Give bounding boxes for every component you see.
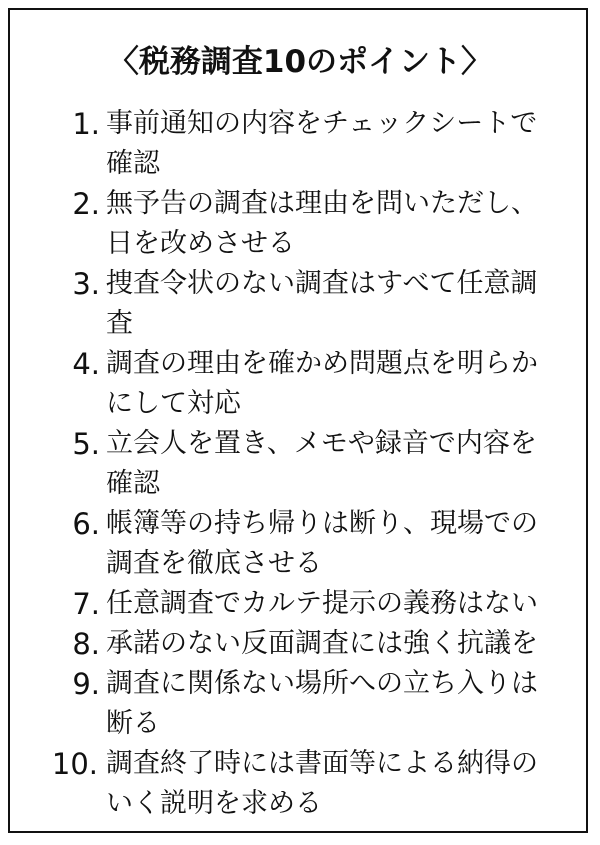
- item-text-line: 調査に関係ない場所への立ち入りは: [106, 668, 538, 699]
- item-number: 2.: [72, 187, 100, 221]
- document-title: 〈税務調査10のポイント〉: [107, 44, 493, 80]
- item-number: 4.: [72, 347, 100, 381]
- item-text-line: 承諾のない反面調査には強く抗議を: [106, 628, 538, 659]
- item-number: 8.: [72, 627, 100, 661]
- list-item: [10, 104, 590, 184]
- item-text-line: 調査の理由を確かめ問題点を明らか: [106, 348, 538, 379]
- item-text-line: 無予告の調査は理由を問いただし、: [106, 188, 538, 219]
- item-text-line: 確認: [106, 148, 160, 179]
- item-text: [106, 104, 566, 184]
- list-item: [10, 504, 590, 584]
- list-item: [10, 184, 590, 264]
- item-text: [106, 504, 566, 584]
- item-number: 9.: [72, 667, 100, 701]
- item-text: [106, 664, 566, 744]
- list-item: [10, 744, 590, 824]
- item-text: [106, 424, 566, 504]
- list-item: [10, 624, 590, 664]
- item-text-line: 調査終了時には書面等による納得の: [106, 748, 538, 779]
- item-number: 1.: [72, 107, 100, 141]
- item-number: 7.: [72, 587, 100, 621]
- item-number: 6.: [72, 507, 100, 541]
- item-text-line: 断る: [106, 708, 160, 739]
- item-text-line: にして対応: [106, 388, 241, 419]
- item-text-line: 捜査令状のない調査はすべて任意調: [106, 268, 538, 299]
- list-item: [10, 344, 590, 424]
- points-list: [10, 104, 590, 824]
- item-number: 3.: [72, 267, 100, 301]
- list-item: [10, 264, 590, 344]
- document-frame: [8, 8, 588, 833]
- item-text-line: 日を改めさせる: [106, 228, 295, 259]
- item-text-line: 任意調査でカルテ提示の義務はない: [106, 588, 538, 619]
- item-text-line: 事前通知の内容をチェックシートで: [106, 108, 538, 139]
- item-text: [106, 624, 566, 664]
- item-text: [106, 744, 566, 824]
- item-text-line: 帳簿等の持ち帰りは断り、現場での: [106, 508, 538, 539]
- item-text: [106, 344, 566, 424]
- item-text: [106, 184, 566, 264]
- item-text-line: 確認: [106, 468, 160, 499]
- list-item: [10, 664, 590, 744]
- item-text: [106, 264, 566, 344]
- item-text: [106, 584, 566, 624]
- item-text-line: いく説明を求める: [106, 788, 322, 819]
- list-item: [10, 424, 590, 504]
- list-item: [10, 584, 590, 624]
- item-number: 5.: [72, 427, 100, 461]
- item-text-line: 調査を徹底させる: [106, 548, 322, 579]
- item-text-line: 査: [106, 308, 133, 339]
- item-text-line: 立会人を置き、メモや録音で内容を: [106, 428, 537, 459]
- item-number: 10.: [51, 747, 98, 781]
